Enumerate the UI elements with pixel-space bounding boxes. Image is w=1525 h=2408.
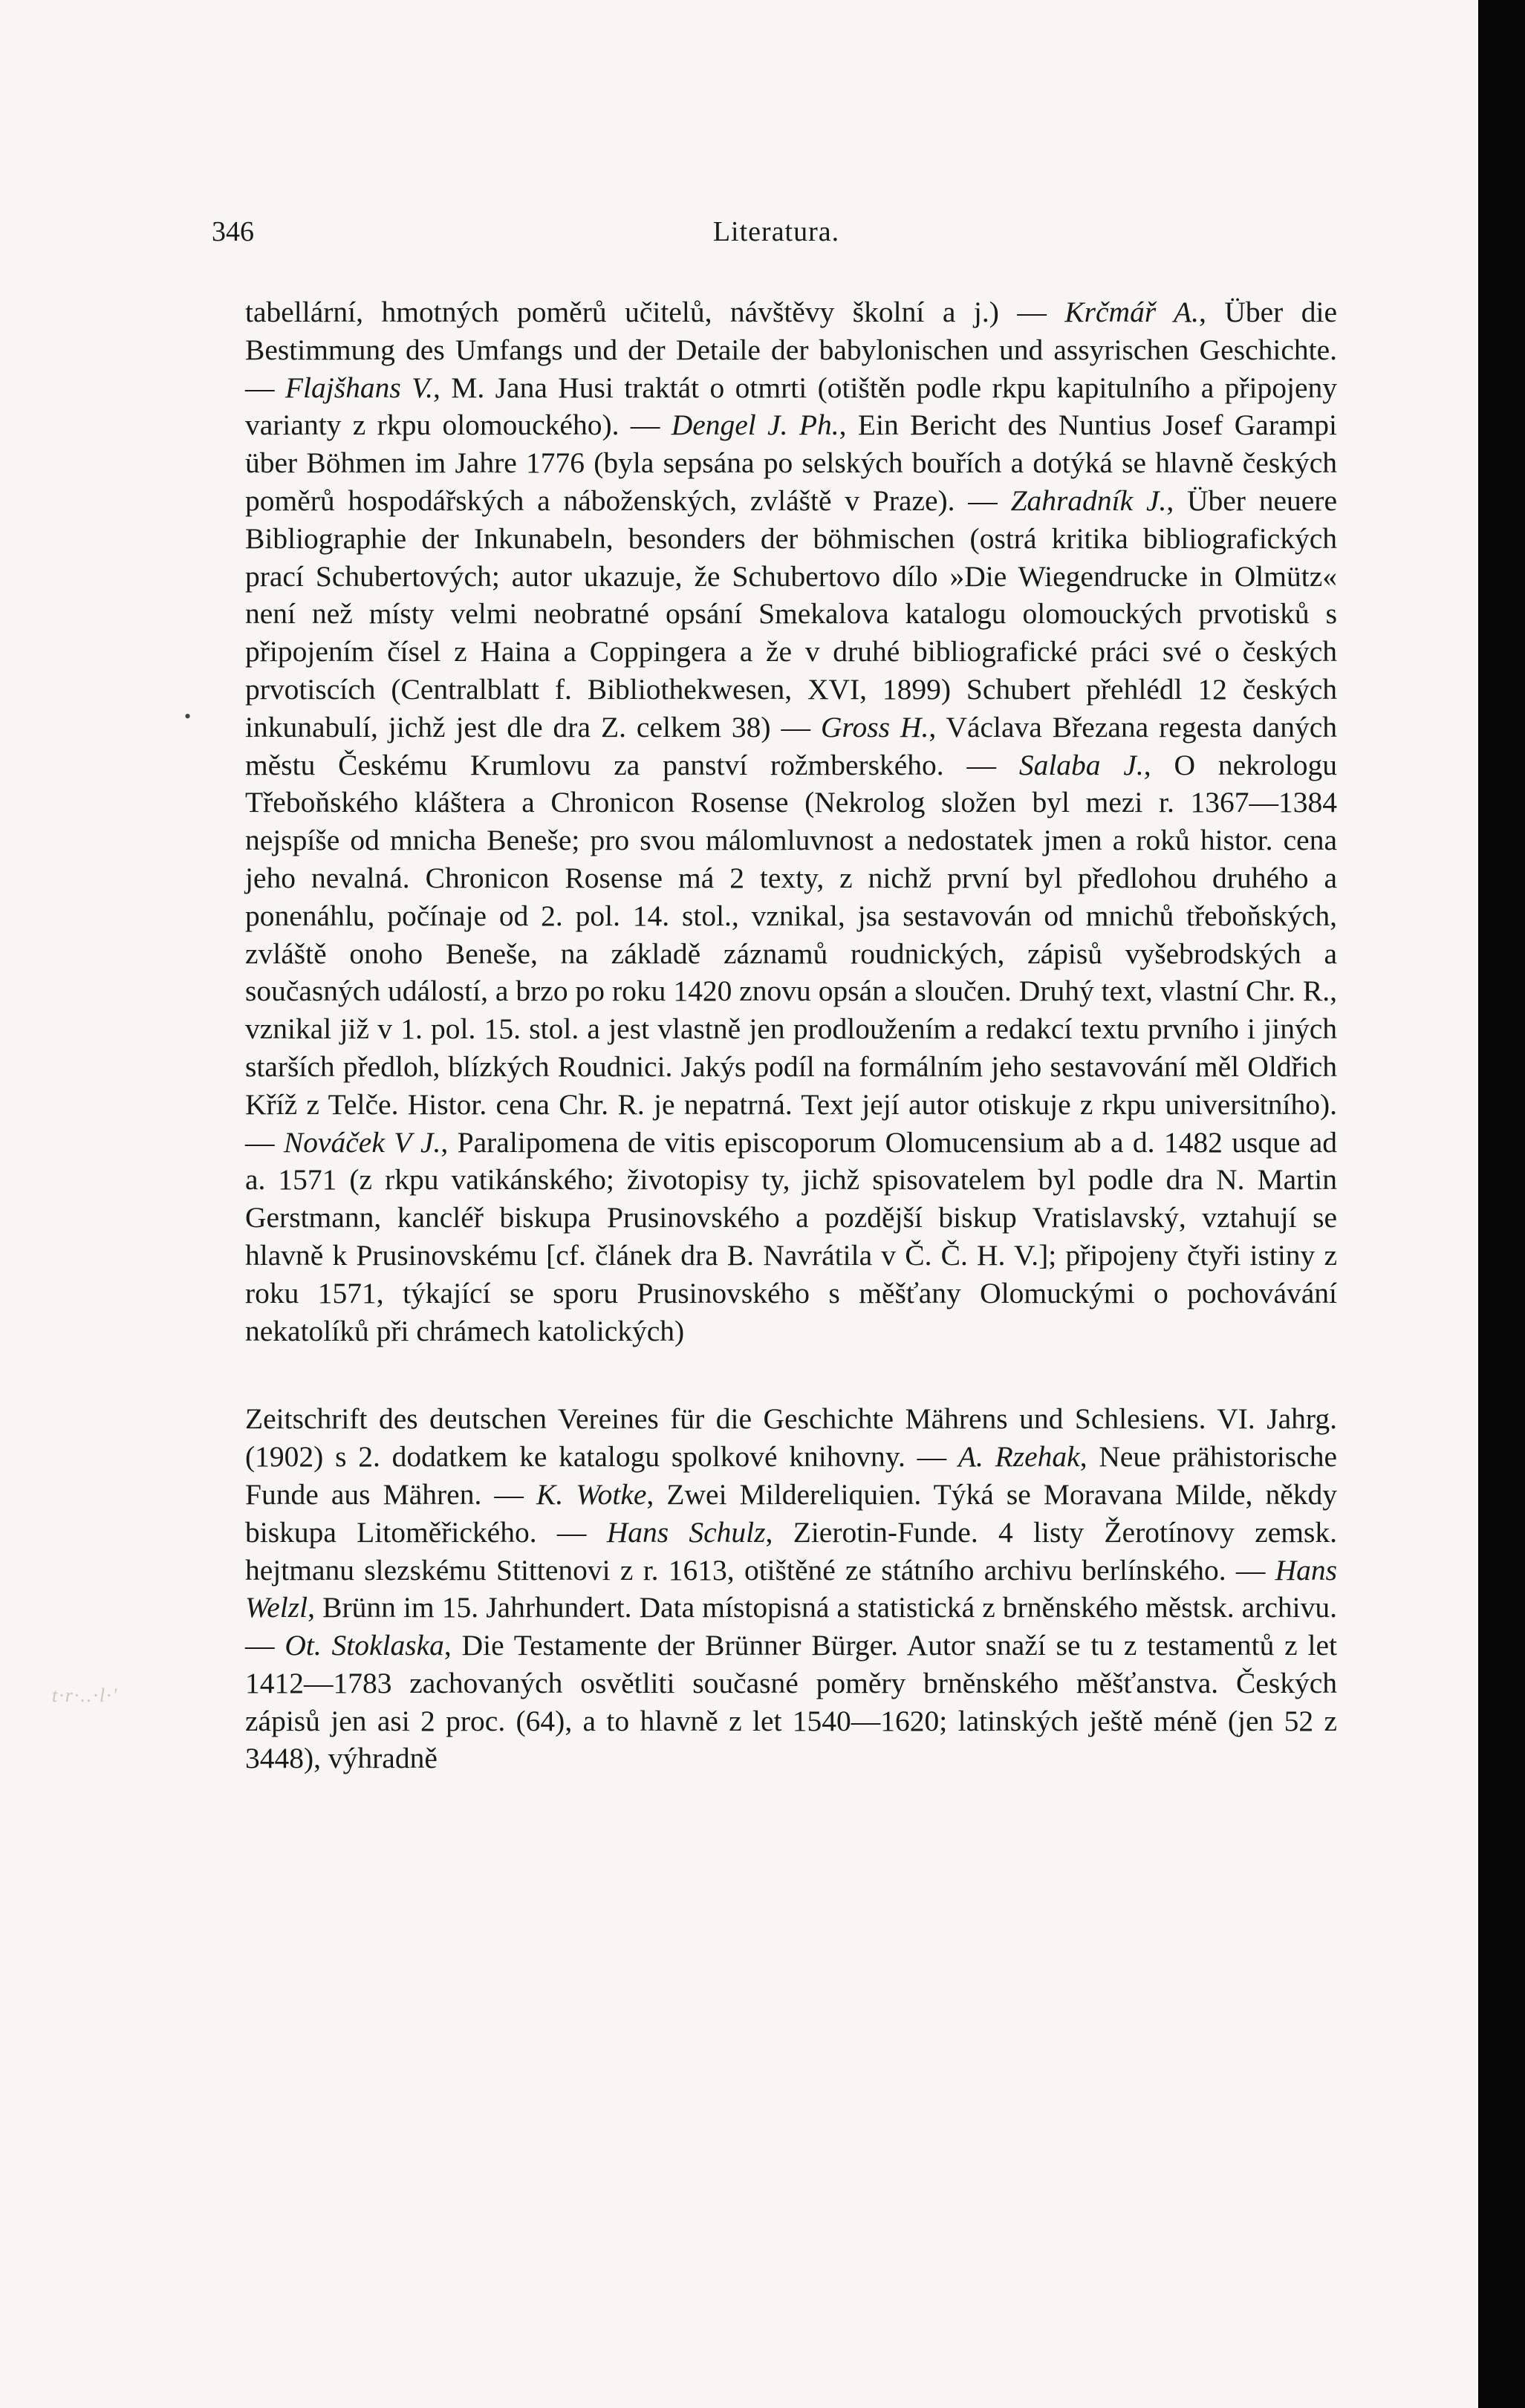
author-name: A. Rzehak (957, 1440, 1080, 1474)
scan-border (1478, 0, 1525, 2408)
text-run: , Neue prähistorische Funde aus Mähren. — (245, 1440, 1337, 1511)
paragraph-journal-review (245, 293, 1337, 1350)
author-name: Ot. Stoklaska (284, 1629, 444, 1662)
author-name: Nováček V J. (283, 1125, 441, 1159)
text-run: , Ein Bericht des Nuntius Josef Garampi über Böhmen im Jahre 1776 (byla sepsána po selských bouřích a dotýká se hlavně českých poměrů hospodářských a náboženských, zvláště v Praze). — (245, 409, 1337, 517)
text-run: Zeitschrift des deutschen Vereines für die Geschichte Mährens und Schlesiens. VI. Jahrg. (1902) s 2. dodatkem ke katalogu spolkové knihovny. — (245, 1402, 1337, 1474)
text-run: tabellární, hmotných poměrů učitelů, návštěvy školní a j.) — (245, 296, 1065, 328)
text-run: , M. Jana Husi traktát o otmrti (otištěn podle rkpu kapitulního a připojeny varianty z rkpu olomouckého). — (245, 371, 1338, 442)
text-run: , Die Testamente der Brünner Bürger. Autor snaží se tu z testamentů z let 1412—1783 zachovaných osvětliti současné poměry brněnského měšťanstva. Českých zápisů jen asi 2 proc. (64), a to hlavně z let 1540—1620; latinských ještě méně (jen 52 z 3448), výhradně (245, 1629, 1338, 1775)
author-name: Dengel J. Ph. (671, 409, 839, 442)
text-run: , Zwei Mildereliquien. Týká se Moravana Milde, někdy biskupa Litoměřického. — (245, 1477, 1337, 1549)
author-name: Krčmář A. (1064, 296, 1199, 328)
page-number: 346 (212, 216, 254, 247)
running-title: Literatura. (712, 216, 840, 247)
margin-pencil-note: t·r·..·l·' (52, 1685, 119, 1706)
text-run: , Václava Březana regesta daných městu Českému Krumlovu za panství rožmberského. — (245, 710, 1338, 781)
body-text (245, 293, 1337, 1777)
author-name: Hans Welzl (245, 1553, 1337, 1624)
author-name: Flajšhans V. (284, 371, 434, 404)
author-name: Gross H. (821, 710, 929, 743)
text-run: , O nekrologu Třeboňského kláštera a Chronicon Rosense (Nekrolog složen byl mezi r. 1367—1384 nejspíše od mnicha Beneše; pro svou málomluvnost a nedostatek jmen a roků histor. cena jeho nevalná. Chronicon Rosense má 2 texty, z nichž první byl předlohou druhého a ponenáhlu, počínaje od 2. pol. 14. stol., vznikal, jsa sestavován od mnichů třeboňských, zvláště onoho Beneše, na základě záznamů roudnických, zápisů vyšebrodských a současných událostí, a brzo po roku 1420 znovu opsán a sloučen. Druhý text, vlastní Chr. R., vznikal již v 1. pol. 15. stol. a jest vlastně jen prodloužením a redakcí textu prvního i jiných starších předloh, blízkých Roudnici. Jakýs podíl na formálním jeho sestavování měl Oldřich Kříž z Telče. Histor. cena Chr. R. je nepatrná. Text její autor otiskuje z rkpu universitního). — (245, 748, 1338, 1159)
text-run: , Paralipomena de vitis episcoporum Olomucensium ab a d. 1482 usque ad a. 1571 (z rkpu vatikánského; životopisy ty, jichž spisovatelem byl podle dra N. Martin Gerstmann, kancléř biskupa Prusinovského a pozdější biskup Vratislavský, vztahují se hlavně k Prusinovskému [cf. článek dra B. Navrátila v Č. Č. H. V.]; připojeny čtyři istiny z roku 1571, týkající se sporu Prusinovského s měšťany Olomuckými o pochovávání nekatolíků při chrámech katolických) (245, 1125, 1338, 1347)
author-name: Salaba J. (1018, 748, 1144, 781)
margin-mark: • (184, 706, 192, 727)
text-run: , Brünn im 15. Jahrhundert. Data místopisná a statistická z brněnského městsk. archivu. — (245, 1591, 1337, 1662)
author-name: Hans Schulz (606, 1515, 766, 1549)
text-run: , Über neuere Bibliographie der Inkunabeln, besonders der böhmischen (ostrá kritika bibliografických prací Schubertových; autor ukazuje, že Schubertovo dílo »Die Wiegendrucke in Olmütz« není než místy velmi neobratné opsání Smekalova katalogu olomouckých prvotisků s připojením čísel z Haina a Coppingera a že v druhé bibliografické práci své o českých prvotiscích (Centralblatt f. Bibliothekwesen, XVI, 1899) Schubert přehlédl 12 českých inkunabulí, jichž jest dle dra Z. celkem 38) — (245, 484, 1337, 743)
author-name: K. Wotke (536, 1477, 647, 1511)
page-header (212, 215, 1341, 260)
text-run: , Zierotin-Funde. 4 listy Žerotínovy zemsk. hejtmanu slezskému Stittenovi z r. 1613, otištěné ze státního archivu berlínského. — (245, 1515, 1338, 1587)
text-run: , Über die Bestimmung des Umfangs und der Detaile der babylonischen und assyrischen Geschichte. — (245, 296, 1338, 404)
author-name: Zahradník J. (1010, 484, 1167, 517)
paragraph-zeitschrift (245, 1400, 1337, 1777)
